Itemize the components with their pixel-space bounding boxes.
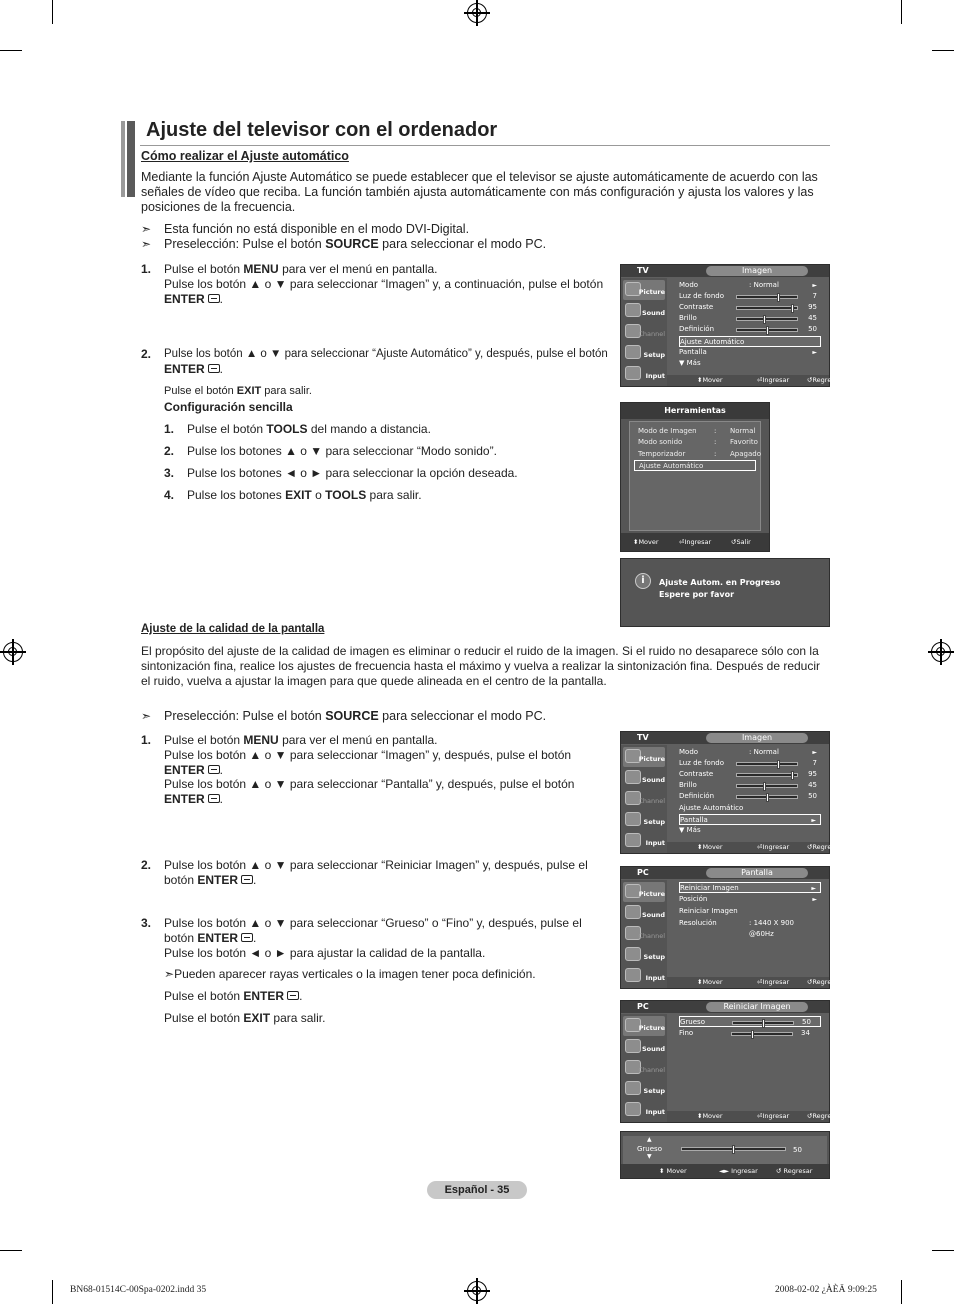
osd-footer [667, 977, 842, 988]
s3-line3: Pulse los botón ◄ o ► para ajustar la calidad de la pantalla. [164, 946, 486, 960]
easy-step-number: 1. [164, 422, 175, 436]
osd-row-mode[interactable]: Modo : Normal ► [679, 748, 817, 756]
easy-step-number: 2. [164, 444, 175, 458]
osd-row-mode[interactable]: Modo : Normal ► [679, 281, 817, 289]
osd-menu-title: Imagen [706, 266, 808, 276]
osd-row-backlight[interactable]: Luz de fondo 7 [679, 292, 817, 300]
s2-line1: Pulse los botón ▲ o ▼ para seleccionar “Reiniciar Imagen” y, después, pulse el [164, 858, 588, 872]
move-hint: ⬍ Mover [697, 978, 723, 986]
osd-side-setup[interactable]: Setup [623, 810, 665, 830]
enter-icon [208, 364, 220, 373]
osd-row-fine[interactable]: Fino 34 [679, 1029, 810, 1037]
osd-row-image-reset[interactable]: Reiniciar Imagen [679, 907, 738, 915]
osd-side-picture[interactable]: Picture [623, 747, 665, 767]
enter-hint: ⏎ Ingresar [757, 978, 790, 986]
input-icon [625, 833, 641, 847]
return-hint: ↺ Regresar [807, 376, 842, 384]
s1-line4: Pulse los botón ▲ o ▼ para seleccionar “Pantalla” y, después, pulse el botón [164, 777, 575, 791]
section2-heading: Ajuste de la calidad de la pantalla [141, 623, 325, 635]
osd-side-setup[interactable]: Setup [623, 945, 665, 965]
osd-source: PC [637, 1002, 649, 1011]
tools-inner [629, 421, 761, 531]
section1-intro: Mediante la función Ajuste Automático se puede establecer que el televisor se ajuste automáticamente de acuerdo con las señales de vídeo que reciba. La función también ajusta automáticamente con más configuración y ajusta los valores y las posiciones de la frecuencia. [141, 170, 818, 214]
title-bars [121, 121, 135, 197]
coarse-adjust-bar [620, 1131, 830, 1179]
osd-row-screen[interactable]: Pantalla ► [679, 348, 817, 356]
crop-mark [901, 0, 902, 24]
slider [732, 1021, 794, 1025]
slider [736, 773, 798, 777]
osd-source: TV [637, 733, 649, 742]
s3-line1: Pulse los botón ▲ o ▼ para seleccionar “Grueso” o “Fino” y, después, pulse el [164, 916, 582, 930]
osd-side-input[interactable]: Input [623, 966, 665, 986]
osd-side-sound[interactable]: Sound [623, 301, 665, 321]
enter-hint: ⏎ Ingresar [679, 538, 712, 546]
bar-footer [621, 1164, 829, 1178]
osd-sidebar [621, 745, 667, 853]
tools-row-auto-adjust[interactable]: Ajuste Automático [634, 460, 756, 471]
step1-line3: ENTER . [164, 292, 224, 306]
registration-mark-icon [467, 3, 487, 23]
osd-footer [667, 375, 842, 386]
note-arrow-icon: ➣ [141, 237, 152, 251]
step-number: 1. [141, 733, 152, 747]
s1-line3: ENTER . [164, 763, 224, 777]
osd-source: PC [637, 868, 649, 877]
osd-screen-menu [620, 866, 842, 989]
tools-menu [620, 402, 770, 552]
s1-line2: Pulse los botón ▲ o ▼ para seleccionar “Imagen” y, después, pulse el botón [164, 748, 572, 762]
return-hint: ↺ Regresar [807, 843, 842, 851]
osd-row-coarse[interactable]: Grueso 50 [679, 1016, 821, 1027]
tools-title: Herramientas [621, 403, 769, 419]
easy-step-number: 3. [164, 466, 175, 480]
progress-line1: Ajuste Autom. en Progreso [659, 578, 781, 587]
crop-mark [52, 0, 53, 24]
crop-mark [901, 1280, 902, 1304]
enter-hint: ⏎ Ingresar [757, 376, 790, 384]
slider [736, 306, 798, 310]
osd-reset-image-menu [620, 1000, 842, 1123]
step-number: 2. [141, 347, 152, 361]
slug-right: 2008-02-02 ¿ÀÈÄ 9:09:25 [775, 1285, 877, 1295]
sound-icon [625, 770, 641, 784]
osd-row-auto-adjust[interactable]: Ajuste Automático [679, 336, 821, 347]
osd-row-brightness[interactable]: Brillo 45 [679, 314, 817, 322]
return-hint: ↺ Regresar [807, 1112, 842, 1120]
slider[interactable] [681, 1147, 786, 1151]
osd-row-more[interactable]: ▼ Más [679, 359, 701, 367]
step2-line3: Pulse el botón EXIT para salir. [164, 385, 312, 397]
title-rule [140, 145, 830, 146]
easy-step-number: 4. [164, 488, 175, 502]
sound-icon [625, 905, 641, 919]
osd-side-channel[interactable]: Channel [623, 789, 665, 809]
move-hint: ⬍ Mover [633, 538, 659, 546]
enter-icon [208, 794, 220, 803]
enter-icon [208, 765, 220, 774]
auto-adjust-progress-dialog [620, 558, 830, 627]
step-number: 3. [141, 916, 152, 930]
step1-line2: Pulse los botón ▲ o ▼ para seleccionar “Imagen” y, a continuación, pulse el botón [164, 277, 604, 291]
move-hint: ⬍ Mover [697, 843, 723, 851]
osd-side-input[interactable]: Input [623, 831, 665, 851]
easy-step1: Pulse el botón TOOLS del mando a distancia. [187, 422, 431, 436]
step-number: 2. [141, 858, 152, 872]
s3-line4: Pulse el botón ENTER . [164, 989, 303, 1003]
move-hint: ⬍ Mover [697, 376, 723, 384]
setup-icon [625, 947, 641, 961]
slider [736, 328, 798, 332]
osd-sidebar [621, 278, 667, 386]
enter-icon [241, 875, 253, 884]
osd-side-channel[interactable]: Channel [623, 924, 665, 944]
tools-row-sound-mode[interactable]: Modo sonido : Favorito [638, 438, 758, 446]
osd-side-channel[interactable]: Channel [623, 1058, 665, 1078]
page-title: Ajuste del televisor con el ordenador [146, 119, 498, 141]
step1-line1: Pulse el botón MENU para ver el menú en pantalla. [164, 262, 438, 276]
s3-line2: botón ENTER . [164, 931, 257, 945]
osd-side-sound[interactable]: Sound [623, 903, 665, 923]
osd-side-channel[interactable]: Channel [623, 322, 665, 342]
osd-row-reset-image[interactable]: Reiniciar Imagen ► [679, 882, 821, 893]
slider [731, 1032, 793, 1036]
input-icon [625, 366, 641, 380]
setup-icon [625, 1081, 641, 1095]
osd-side-picture[interactable]: Picture [623, 882, 665, 902]
section2-intro: El propósito del ajuste de la calidad de imagen es eliminar o reducir el ruido de la imagen. Si el ruido no desaparece sólo con la sintonización fina, realice los ajustes de frecuencia hasta el máximo y vuelva a realizar la sintonización fina. Después de reducir el ruido, vuelva a ajustar la imagen para que quede alineada en el centro de la pantalla. [141, 644, 821, 688]
input-icon [625, 1102, 641, 1116]
osd-footer [667, 1111, 842, 1122]
coarse-label: Grueso [637, 1145, 662, 1153]
enter-icon [208, 294, 220, 303]
enter-icon [287, 991, 299, 1000]
s3-note: ➣Pueden aparecer rayas verticales o la imagen tener poca definición. [164, 967, 536, 981]
osd-side-input[interactable]: Input [623, 364, 665, 384]
osd-row-contrast[interactable]: Contraste 95 [679, 770, 817, 778]
crop-mark [0, 1250, 22, 1251]
progress-line2: Espere por favor [659, 590, 735, 599]
osd-row-sharpness[interactable]: Definición 50 [679, 325, 817, 333]
note-dvi: Esta función no está disponible en el modo DVI-Digital. [164, 222, 470, 236]
osd-row-resolution: Resolución : 1440 X 900 @60Hz [679, 919, 795, 938]
note-arrow-icon: ➣ [164, 967, 175, 981]
osd-side-sound[interactable]: Sound [623, 768, 665, 788]
osd-row-position[interactable]: Posición ► [679, 895, 817, 903]
tools-row-sleep-timer[interactable]: Temporizador : Apagado [638, 450, 761, 458]
easy-step2: Pulse los botones ▲ o ▼ para seleccionar “Modo sonido”. [187, 444, 497, 458]
return-hint: ↺ Regresar [776, 1167, 813, 1175]
return-hint: ↺ Regresar [807, 978, 842, 986]
slider [736, 784, 798, 788]
note-arrow-icon: ➣ [141, 222, 152, 236]
move-hint: ⬍ Mover [659, 1167, 687, 1175]
s1-line1: Pulse el botón MENU para ver el menú en pantalla. [164, 733, 438, 747]
crop-mark [932, 1250, 954, 1251]
osd-side-sound[interactable]: Sound [623, 1037, 665, 1057]
tools-row-picture-mode[interactable]: Modo de Imagen : Normal [638, 427, 756, 435]
page-number-label: Español - 35 [427, 1181, 527, 1199]
slider [736, 295, 798, 299]
slug-left: BN68-01514C-00Spa-0202.indd 35 [70, 1285, 207, 1295]
s2-line2: botón ENTER . [164, 873, 257, 887]
sound-icon [625, 1039, 641, 1053]
osd-row-brightness[interactable]: Brillo 45 [679, 781, 817, 789]
osd-row-backlight[interactable]: Luz de fondo 7 [679, 759, 817, 767]
section1-heading: Cómo realizar el Ajuste automático [141, 149, 349, 163]
setup-icon [625, 345, 641, 359]
osd-side-picture[interactable]: Picture [623, 1016, 665, 1036]
osd-footer [667, 842, 842, 853]
osd-row-sharpness[interactable]: Definición 50 [679, 792, 817, 800]
move-hint: ⬍ Mover [697, 1112, 723, 1120]
step-number: 1. [141, 262, 152, 276]
osd-row-contrast[interactable]: Contraste 95 [679, 303, 817, 311]
crop-mark [0, 50, 22, 51]
registration-mark-icon [931, 642, 951, 662]
crop-mark [52, 1280, 53, 1304]
s1-line5: ENTER . [164, 792, 224, 806]
osd-menu-title: Reiniciar Imagen [706, 1002, 808, 1012]
enter-hint: ⏎ Ingresar [757, 1112, 790, 1120]
osd-menu-title: Pantalla [706, 868, 808, 878]
note-source-2: Preselección: Pulse el botón SOURCE para seleccionar el modo PC. [164, 709, 547, 723]
osd-sidebar [621, 880, 667, 988]
crop-mark [932, 50, 954, 51]
down-arrow-icon: ▼ [647, 1153, 652, 1160]
osd-sidebar [621, 1014, 667, 1122]
osd-menu-title: Imagen [706, 733, 808, 743]
registration-mark-icon [3, 642, 23, 662]
step2-line1: Pulse los botón ▲ o ▼ para seleccionar “Ajuste Automático” y, después, pulse el botón [164, 348, 608, 360]
enter-icon [241, 933, 253, 942]
osd-source: TV [637, 266, 649, 275]
osd-side-setup[interactable]: Setup [623, 343, 665, 363]
osd-picture-menu-2 [620, 731, 842, 854]
input-icon [625, 968, 641, 982]
enter-hint: ◄► Ingresar [719, 1167, 758, 1175]
easy-setup-title: Configuración sencilla [164, 400, 293, 414]
osd-picture-menu [620, 264, 842, 387]
osd-side-input[interactable]: Input [623, 1100, 665, 1120]
osd-side-picture[interactable]: Picture [623, 280, 665, 300]
setup-icon [625, 812, 641, 826]
easy-step4: Pulse los botones EXIT o TOOLS para salir. [187, 488, 422, 502]
exit-hint: ↺ Salir [731, 538, 751, 546]
s3-line5: Pulse el botón EXIT para salir. [164, 1011, 326, 1025]
slider [736, 317, 798, 321]
osd-row-auto-adjust[interactable]: Ajuste Automático [679, 804, 744, 812]
up-arrow-icon: ▲ [647, 1136, 652, 1143]
enter-hint: ⏎ Ingresar [757, 843, 790, 851]
slider [736, 762, 798, 766]
step2-line2: ENTER . [164, 362, 224, 376]
coarse-value: 50 [793, 1146, 802, 1154]
slider [736, 795, 798, 799]
info-icon: i [635, 573, 651, 589]
sound-icon [625, 303, 641, 317]
registration-mark-icon [467, 1281, 487, 1301]
note-arrow-icon: ➣ [141, 709, 152, 723]
osd-side-setup[interactable]: Setup [623, 1079, 665, 1099]
osd-row-more[interactable]: ▼ Más [679, 826, 701, 834]
tools-footer [621, 533, 769, 551]
easy-step3: Pulse los botones ◄ o ► para seleccionar la opción deseada. [187, 466, 518, 480]
osd-row-screen[interactable]: Pantalla ► [679, 814, 821, 825]
note-source: Preselección: Pulse el botón SOURCE para seleccionar el modo PC. [164, 237, 547, 251]
